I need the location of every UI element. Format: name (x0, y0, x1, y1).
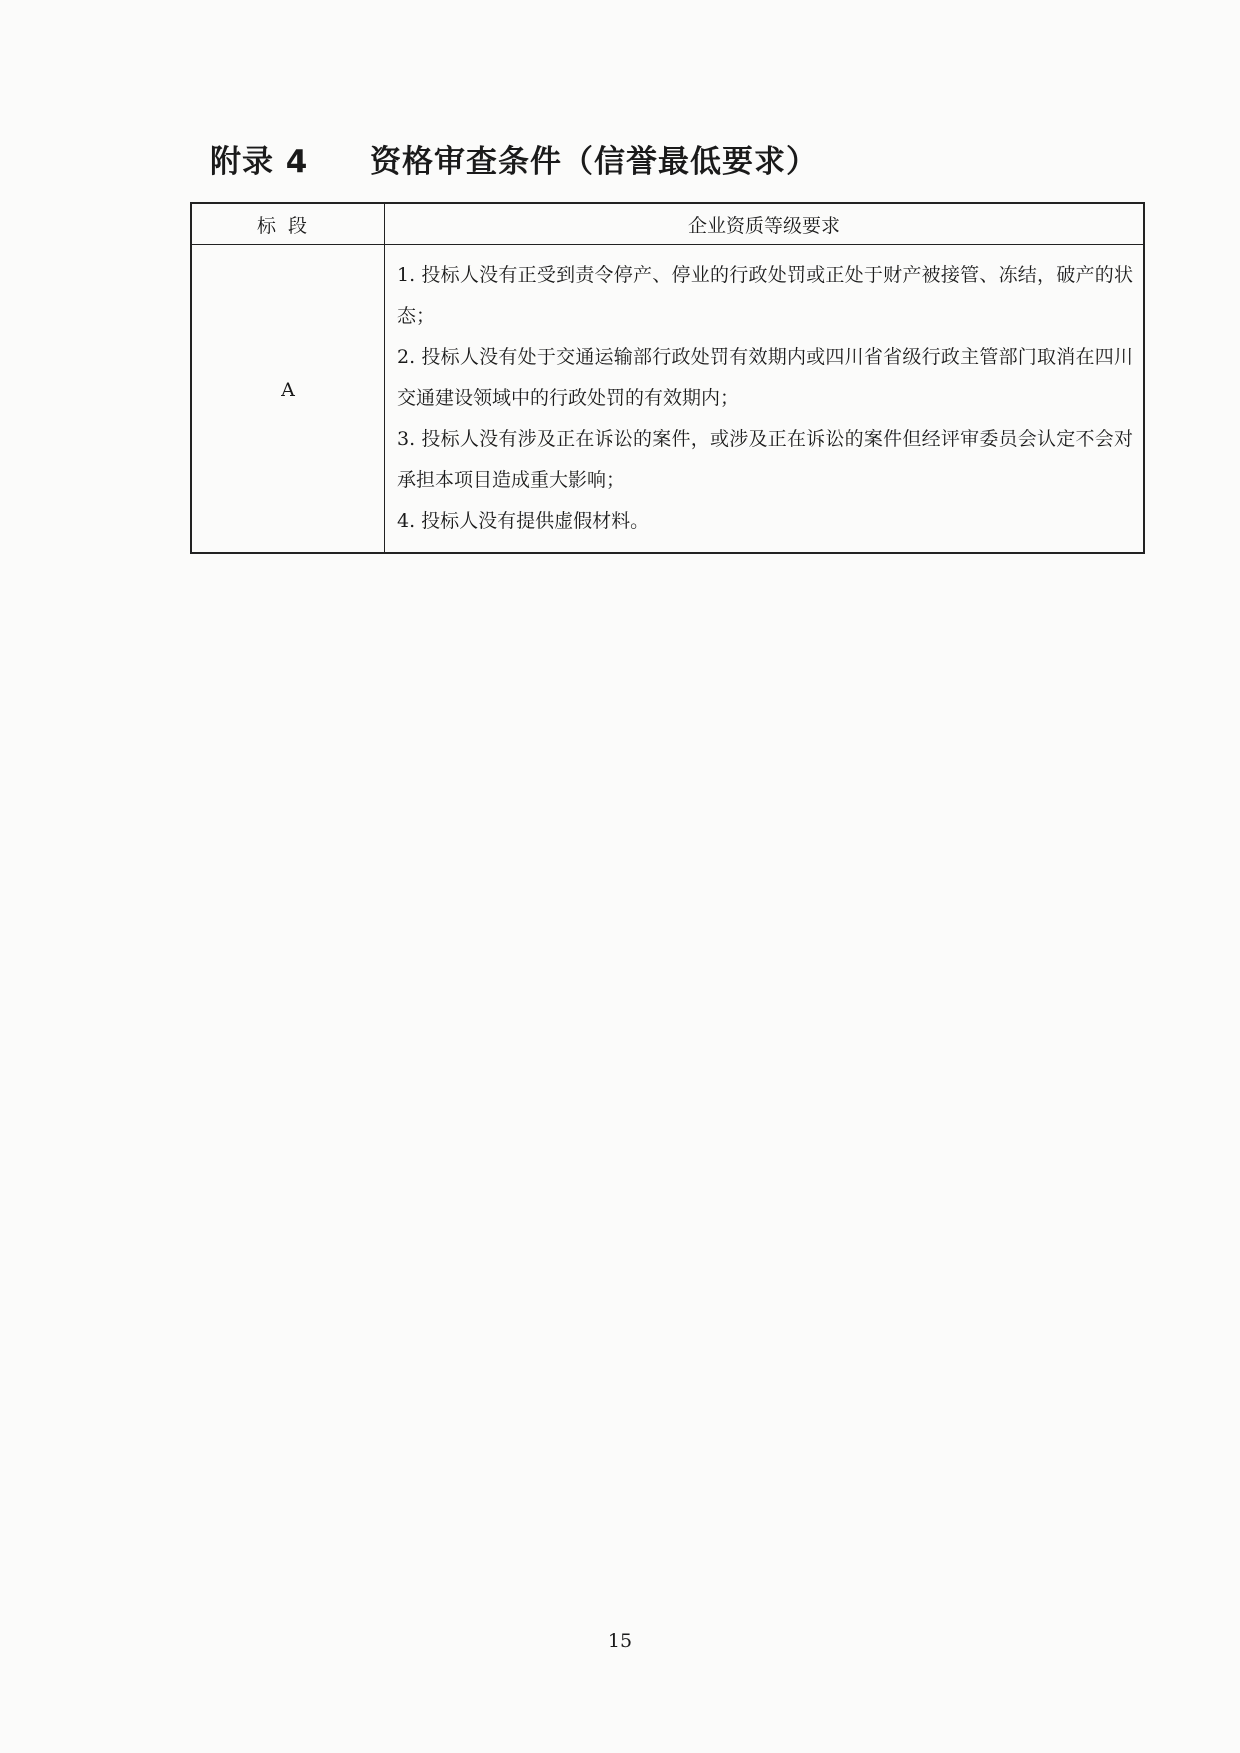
table-header-row (191, 203, 1144, 245)
segment-cell: A (191, 245, 385, 554)
appendix-number: 附录 4 (210, 144, 309, 180)
table-row (191, 245, 1144, 554)
requirement-item: 2. 投标人没有处于交通运输部行政处罚有效期内或四川省省级行政主管部门取消在四川交通建设领域中的行政处罚的有效期内； (397, 346, 1133, 409)
header-requirement: 企业资质等级要求 (385, 203, 1145, 245)
page-number: 15 (607, 1630, 633, 1652)
appendix-title: 资格审查条件（信誉最低要求） (370, 144, 818, 180)
requirement-item: 1. 投标人没有正受到责令停产、停业的行政处罚或正处于财产被接管、冻结，破产的状态； (397, 264, 1133, 327)
qualification-table (190, 202, 1145, 554)
requirement-cell (385, 245, 1145, 554)
requirement-item: 3. 投标人没有涉及正在诉讼的案件，或涉及正在诉讼的案件但经评审委员会认定不会对承担本项目造成重大影响； (397, 428, 1133, 491)
appendix-heading (210, 136, 818, 181)
requirement-item: 4. 投标人没有提供虚假材料。 (397, 510, 650, 532)
header-segment: 标段 (191, 203, 385, 245)
